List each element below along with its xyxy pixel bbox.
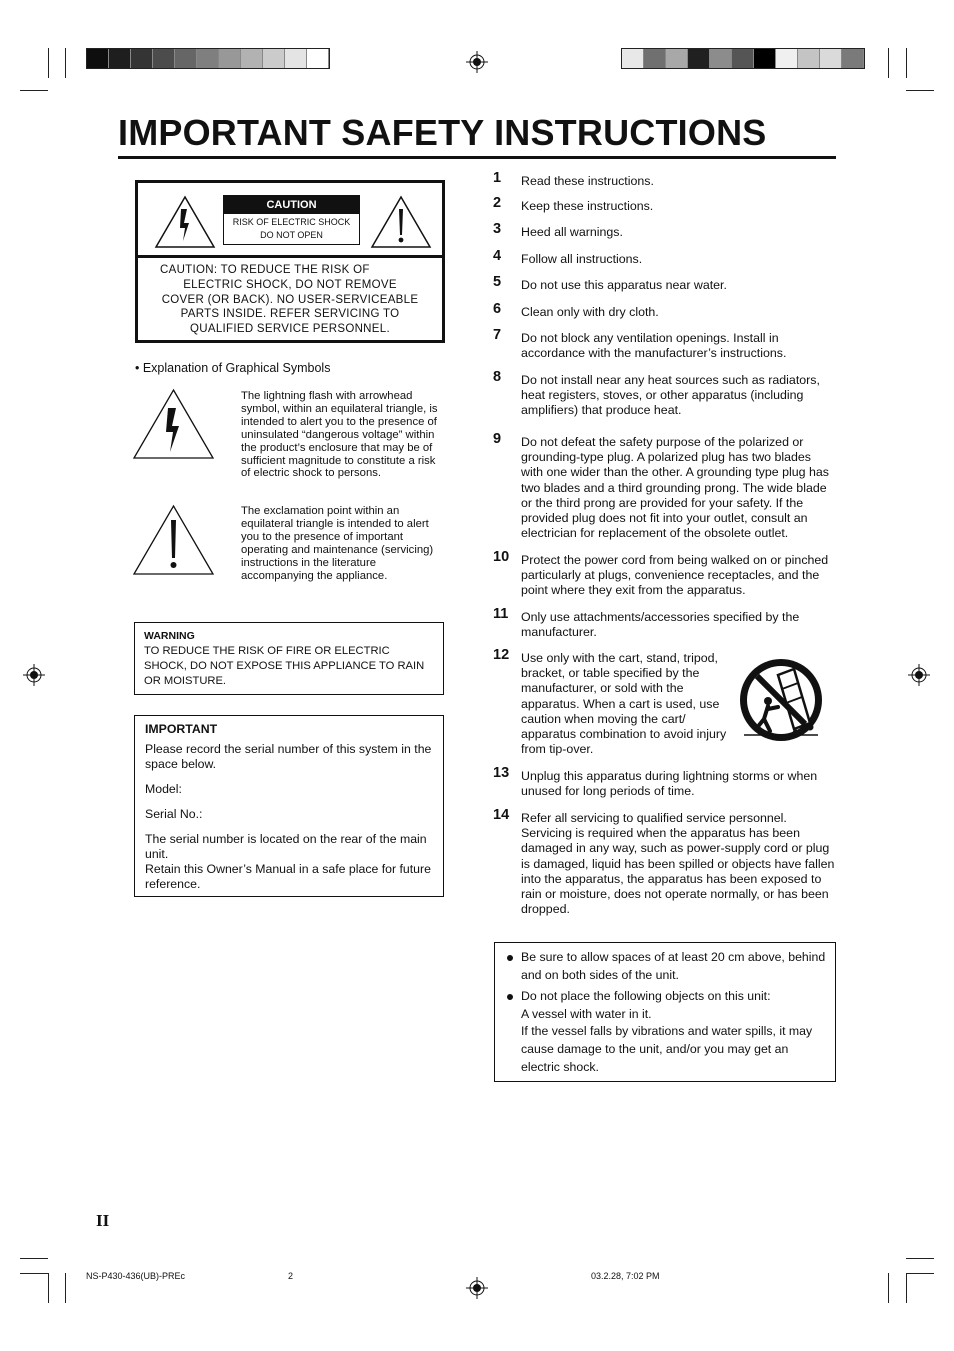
item-text: Heed all warnings.	[521, 225, 623, 239]
item-number: 8	[493, 369, 502, 385]
color-swatch	[754, 49, 776, 68]
color-swatch	[644, 49, 666, 68]
placement-notes-box	[494, 942, 836, 1082]
note-line: A vessel with water in it.	[521, 1006, 652, 1021]
color-swatch	[131, 49, 153, 68]
item-text: Read these instructions.	[521, 174, 654, 188]
caution-line: COVER (OR BACK). NO USER-SERVICEABLE	[161, 293, 419, 306]
color-swatch	[688, 49, 710, 68]
note-item: Be sure to allow spaces of at least 20 cm above, behind and on both sides of the unit.	[521, 949, 827, 984]
item-number: 5	[493, 274, 502, 290]
list-item	[493, 549, 836, 599]
item-text: Use only with the cart, stand, tripod, bracket, or table specified by the manufacturer, or sold with the apparatus. When a cart is used, use caution when moving the cart/ apparatus combination to avoid injury from tip-over.	[521, 651, 727, 757]
color-swatch	[622, 49, 644, 68]
page-title: IMPORTANT SAFETY INSTRUCTIONS	[118, 112, 767, 153]
item-text: Only use attachments/accessories specified by the manufacturer.	[521, 610, 800, 640]
list-item	[493, 369, 836, 419]
list-item	[493, 170, 836, 189]
warning-box	[134, 622, 444, 695]
footer-filename: NS-P430-436(UB)-PREc	[86, 1271, 186, 1281]
item-text: Do not install near any heat sources such as radiators, heat registers, stoves, or other apparatus (including amplifiers) that produce heat.	[521, 373, 820, 418]
color-swatch	[285, 49, 307, 68]
important-heading: IMPORTANT	[145, 722, 218, 736]
color-bar-left	[86, 48, 330, 69]
item-text: Protect the power cord from being walked on or pinched particularly at plugs, convenience receptacles, and the point where they exit from the apparatus.	[521, 553, 829, 598]
color-swatch	[87, 49, 109, 68]
lightning-triangle-icon	[132, 388, 215, 460]
item-text: Clean only with dry cloth.	[521, 305, 659, 319]
list-item	[493, 248, 836, 267]
list-item	[493, 195, 836, 214]
item-text: Do not defeat the safety purpose of the polarized or grounding-type plug. A polarized plug has two blades with one wider than the other. A grounding type plug has two blades and a third grounding prong. The wide blade or the third prong are provided for your safety. If the provided plug does not fit into your outlet, consult an electrician for replacement of the obsolete outlet.	[521, 435, 829, 541]
note-line: Do not place the following objects on this unit:	[521, 989, 771, 1004]
caution-line: QUALIFIED SERVICE PERSONNEL.	[190, 323, 390, 336]
color-swatch	[798, 49, 820, 68]
list-item	[493, 606, 836, 640]
list-item	[493, 807, 836, 917]
list-item	[493, 327, 836, 361]
item-number: 4	[493, 248, 502, 264]
lightning-explanation: The lightning flash with arrowhead symbol, within an equilateral triangle, is intended to alert you to the presence of uninsulated “dangerous voltage” within the product’s enclosure that may be of sufficient magnitude to constitute a risk of electric shock to persons.	[241, 390, 438, 480]
color-swatch	[175, 49, 197, 68]
color-swatch	[197, 49, 219, 68]
color-swatch	[710, 49, 732, 68]
registration-mark-icon	[908, 664, 930, 686]
color-swatch	[842, 49, 864, 68]
footer-timestamp: 03.2.28, 7:02 PM	[591, 1271, 660, 1281]
item-number: 3	[493, 221, 502, 237]
list-item	[493, 765, 836, 799]
item-number: 12	[493, 647, 510, 663]
important-text: Please record the serial number of this system in the space below.	[145, 742, 432, 771]
color-swatch	[263, 49, 285, 68]
registration-mark-icon	[466, 51, 488, 73]
item-number: 7	[493, 327, 502, 343]
symbols-intro: • Explanation of Graphical Symbols	[135, 361, 331, 375]
color-swatch	[666, 49, 688, 68]
page-number: II	[96, 1211, 110, 1230]
list-item	[493, 431, 836, 541]
serial-location-text: The serial number is located on the rear of the main unit.	[145, 832, 427, 861]
caution-line: CAUTION: TO REDUCE THE RISK OF	[160, 264, 370, 276]
color-swatch	[219, 49, 241, 68]
list-item	[493, 221, 836, 240]
caution-label	[223, 195, 360, 245]
warning-text: TO REDUCE THE RISK OF FIRE OR ELECTRIC SHOCK, DO NOT EXPOSE THIS APPLIANCE TO RAIN OR MOISTURE.	[144, 645, 425, 687]
item-number: 9	[493, 431, 502, 447]
item-number: 6	[493, 301, 502, 317]
color-swatch	[153, 49, 175, 68]
caution-header	[138, 183, 442, 258]
retain-manual-text: Retain this Owner’s Manual in a safe place for future reference.	[145, 862, 431, 891]
caution-line: ELECTRIC SHOCK, DO NOT REMOVE	[183, 278, 397, 291]
registration-mark-icon	[23, 664, 45, 686]
list-item	[493, 274, 836, 293]
cart-tip-over-warning-icon	[738, 657, 824, 743]
item-text: Keep these instructions.	[521, 199, 654, 213]
caution-text	[138, 263, 442, 337]
footer-sheet: 2	[288, 1271, 294, 1281]
item-number: 2	[493, 195, 502, 211]
item-number: 14	[493, 807, 510, 823]
caution-label-sub1: RISK OF ELECTRIC SHOCK	[232, 217, 351, 227]
exclamation-explanation: The exclamation point within an equilateral triangle is intended to alert you to the presence of important operating and maintenance (servicing) instructions in the literature accompanying the appliance.	[241, 505, 434, 582]
item-number: 11	[493, 606, 509, 622]
registration-mark-icon	[466, 1277, 488, 1299]
item-text: Unplug this apparatus during lightning storms or when unused for long periods of time.	[521, 769, 818, 799]
model-field-label: Model:	[145, 782, 182, 796]
caution-label-heading: CAUTION	[224, 196, 359, 214]
important-box	[134, 715, 444, 897]
color-bar-right	[621, 48, 865, 69]
exclamation-triangle-icon	[132, 504, 215, 576]
item-text: Do not block any ventilation openings. Install in accordance with the manufacturer’s instructions.	[521, 331, 787, 361]
note-line: If the vessel falls by vibrations and water spills, it may cause damage to the unit, and/or you may get an electric shock.	[521, 1024, 813, 1074]
list-item	[493, 301, 836, 320]
exclamation-warning-icon	[370, 195, 432, 249]
color-swatch	[241, 49, 263, 68]
caution-label-box	[135, 180, 445, 343]
caution-label-sub2: DO NOT OPEN	[260, 230, 323, 240]
color-swatch	[732, 49, 754, 68]
item-number: 13	[493, 765, 510, 781]
note-item	[521, 988, 827, 1076]
title-underline	[118, 156, 836, 159]
serial-field-label: Serial No.:	[145, 807, 203, 821]
item-number: 1	[493, 170, 502, 186]
color-swatch	[776, 49, 798, 68]
item-number: 10	[493, 549, 510, 565]
warning-heading: WARNING	[144, 630, 195, 642]
item-text: Do not use this apparatus near water.	[521, 278, 727, 292]
color-swatch	[820, 49, 842, 68]
item-text: Follow all instructions.	[521, 252, 643, 266]
color-swatch	[307, 49, 329, 68]
color-swatch	[109, 49, 131, 68]
caution-line: PARTS INSIDE. REFER SERVICING TO	[180, 308, 400, 321]
item-text: Refer all servicing to qualified service personnel. Servicing is required when the apparatus has been damaged in any way, such as power-supply cord or plug is damaged, liquid has been spilled or objects have fallen into the apparatus, the apparatus has been exposed to rain or moisture, does not operate normally, or has been dropped.	[521, 811, 835, 917]
lightning-warning-icon	[154, 195, 216, 249]
